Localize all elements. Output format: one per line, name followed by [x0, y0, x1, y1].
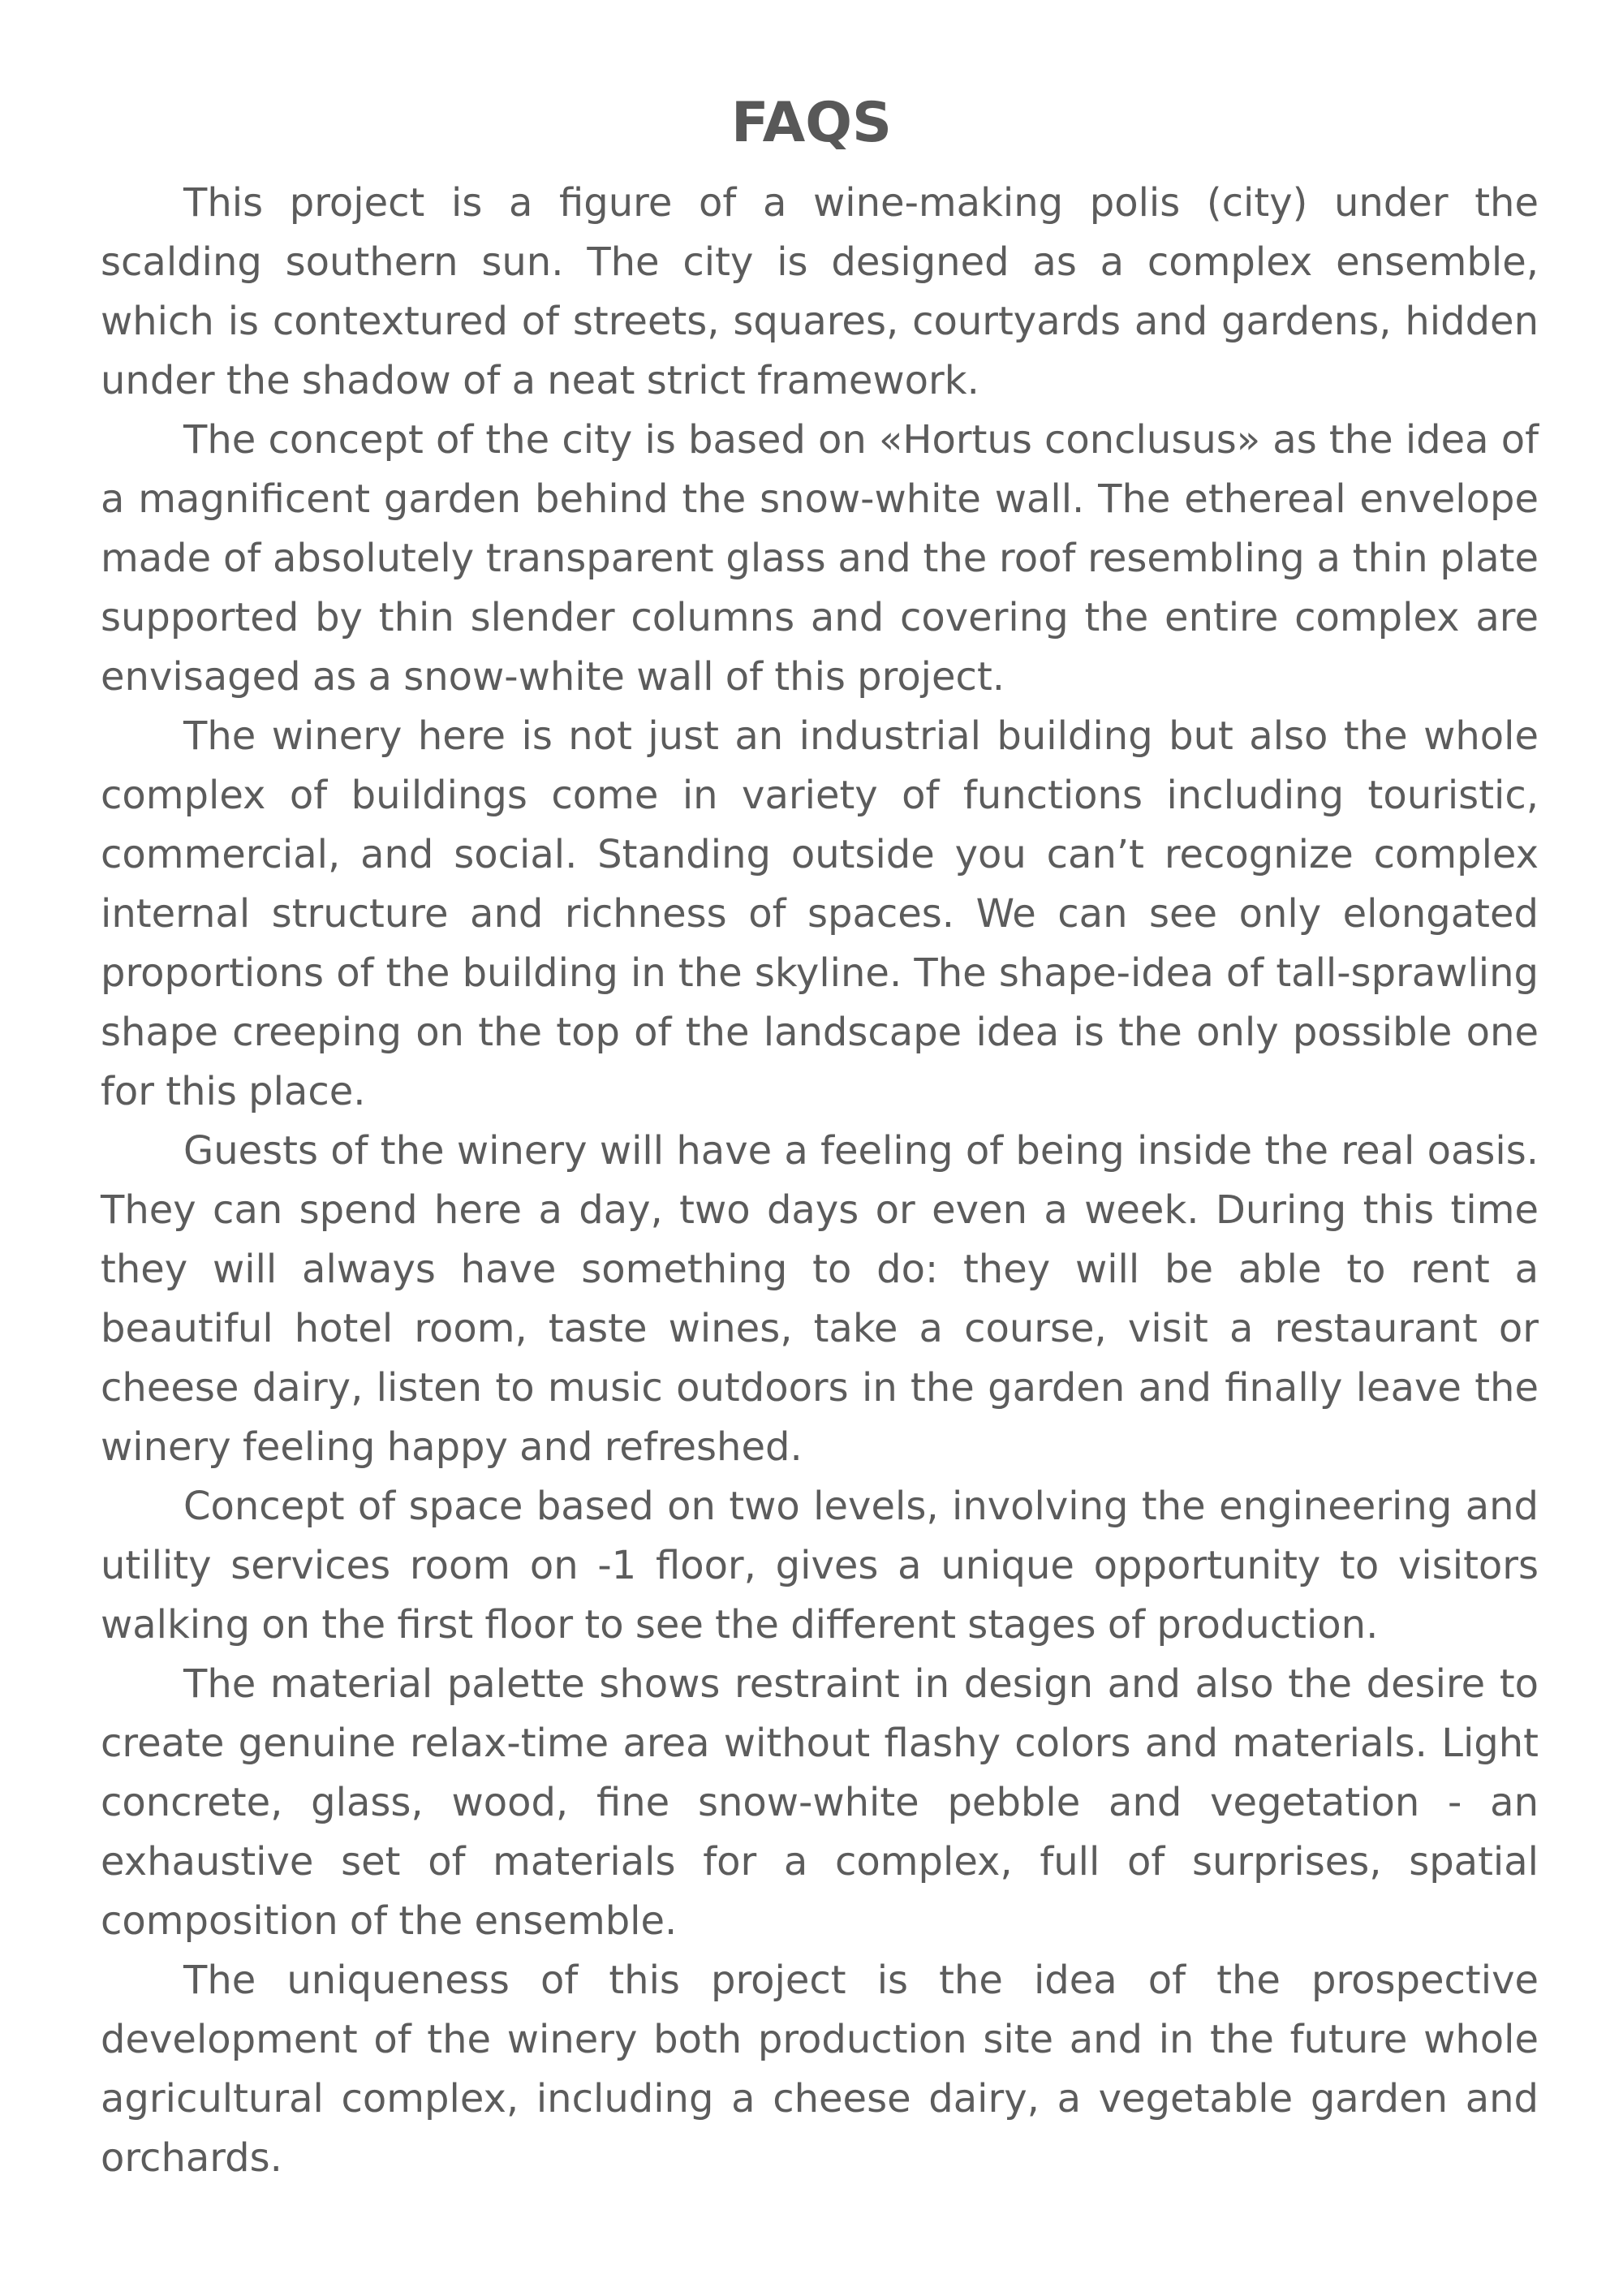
page-title: FAQS [730, 91, 893, 155]
paragraph: Concept of space based on two levels, involving the engineering and utility services room on -1 floor, gives a unique opportunity to visitors walking on the first floor to see the different stages of production. [101, 1484, 1539, 1648]
body-text [101, 174, 1539, 2188]
paragraph: The winery here is not just an industrial building but also the whole complex of buildings come in variety of functions including touristic, commercial, and social. Standing outside you can’t recognize complex internal structure and richness of spaces. We can see only elongated proportions of the building in the skyline. The shape-idea of tall-sprawling shape creeping on the top of the landscape idea is the only possible one for this place. [101, 713, 1539, 1114]
paragraph: Guests of the winery will have a feeling of being inside the real oasis. They can spend here a day, two days or even a week. During this time they will always have something to do: they will be able to rent a beautiful hotel room, taste wines, take a course, visit a restaurant or cheese dairy, listen to music outdoors in the garden and finally leave the winery feeling happy and refreshed. [101, 1128, 1539, 1470]
paragraph: This project is a figure of a wine-making polis (city) under the scalding southern sun. The city is designed as a complex ensemble, which is contextured of streets, squares, courtyards and gardens, hidden under the shadow of a neat strict framework. [101, 180, 1539, 403]
paragraph: The uniqueness of this project is the idea of the prospective development of the winery both production site and in the future whole agricultural complex, including a cheese dairy, a vegetable garden and orchards. [101, 1958, 1539, 2181]
paragraph: The material palette shows restraint in design and also the desire to create genuine relax-time area without flashy colors and materials. Light concrete, glass, wood, fine snow-white pebble and vegetation - an exhaustive set of materials for a complex, full of surprises, spatial composition of the ensemble. [101, 1661, 1539, 1944]
paragraph: The concept of the city is based on «Hortus conclusus» as the idea of a magnificent garden behind the snow-white wall. The ethereal envelope made of absolutely transparent glass and the roof resembling a thin plate supported by thin slender columns and covering the entire complex are envisaged as a snow-white wall of this project. [101, 417, 1539, 700]
